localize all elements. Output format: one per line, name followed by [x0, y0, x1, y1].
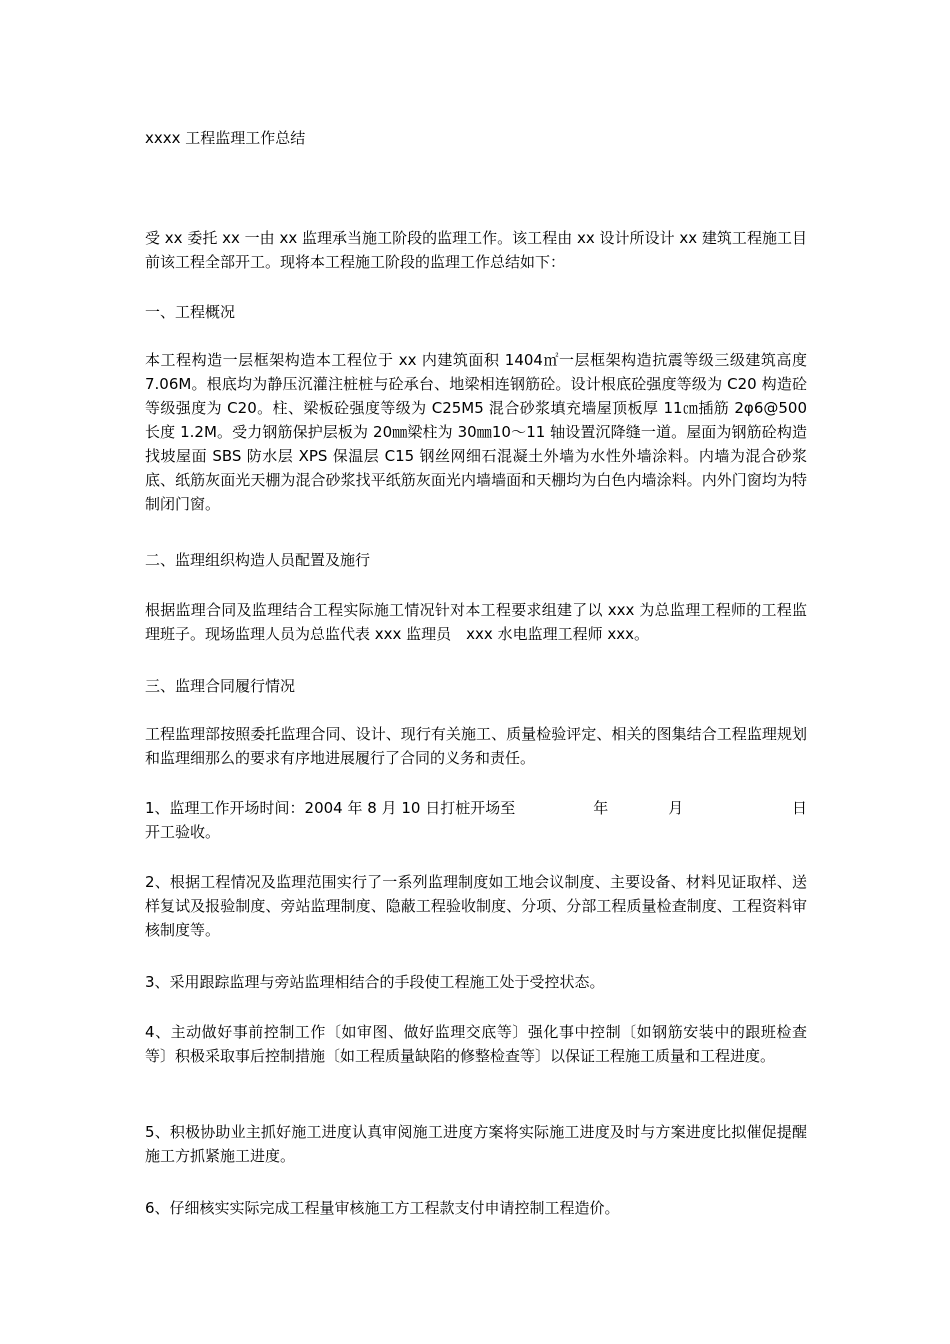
list-item-1 [145, 796, 807, 844]
list-item-1-lead: 1、监理工作开场时间：2004 年 8 月 10 日打桩开场至 [145, 799, 516, 817]
section2-paragraph: 根据监理合同及监理结合工程实际施工情况针对本工程要求组建了以 xxx 为总监理工程师的工程监理班子。现场监理人员为总监代表 xxx 监理员 xxx 水电监理工程师 xxx。 [145, 601, 807, 643]
section1-heading: 一、工程概况 [145, 303, 236, 321]
list-item-4: 4、主动做好事前控制工作〔如审图、做好监理交底等〕强化事中控制〔如钢筋安装中的跟班检查等〕积极采取事后控制措施〔如工程质量缺陷的修整检查等〕以保证工程施工质量和工程进度。 [145, 1023, 807, 1065]
list-item-1-date-row [145, 796, 807, 820]
section1-paragraph: 本工程构造一层框架构造本工程位于 xx 内建筑面积 1404㎡一层框架构造抗震等级三级建筑高度 7.06M。根底均为静压沉灌注桩桩与砼承台、地梁相连钢筋砼。设计根底砼强度等级为 C20 构造砼等级强度为 C20。柱、梁板砼强度等级为 C25M5 混合砂浆填充墙屋顶板厚 11㎝插筋 2φ6@500 长度 1.2M。受力钢筋保护层板为 20㎜梁柱为 30㎜10～11 轴设置沉降缝一道。屋面为钢筋砼构造找坡屋面 SBS 防水层 XPS 保温层 C15 钢丝网细石混凝土外墙为水性外墙涂料。内墙为混合砂浆底、纸筋灰面光天棚为混合砂浆找平纸筋灰面光内墙墙面和天棚均为白色内墙涂料。内外门窗均为特制闭门窗。 [145, 351, 807, 513]
section2-heading: 二、监理组织构造人员配置及施行 [145, 551, 371, 569]
list-item-5: 5、积极协助业主抓好施工进度认真审阅施工进度方案将实际施工进度及时与方案进度比拟催促提醒施工方抓紧施工进度。 [145, 1123, 807, 1165]
list-item-3: 3、采用跟踪监理与旁站监理相结合的手段使工程施工处于受控状态。 [145, 973, 605, 991]
list-item-1-month: 月 [668, 799, 684, 817]
list-item-1-year: 年 [593, 799, 609, 817]
list-item-2: 2、根据工程情况及监理范围实行了一系列监理制度如工地会议制度、主要设备、材料见证取样、送样复试及报验制度、旁站监理制度、隐蔽工程验收制度、分项、分部工程质量检查制度、工程资料审核制度等。 [145, 873, 807, 939]
list-item-6: 6、仔细核实实际完成工程量审核施工方工程款支付申请控制工程造价。 [145, 1199, 620, 1217]
list-item-1-day: 日 [791, 799, 807, 817]
section3-heading: 三、监理合同履行情况 [145, 677, 296, 695]
document-title: xxxx 工程监理工作总结 [145, 129, 306, 147]
list-item-1-tail: 开工验收。 [145, 823, 221, 841]
intro-paragraph: 受 xx 委托 xx 一由 xx 监理承当施工阶段的监理工作。该工程由 xx 设计所设计 xx 建筑工程施工目前该工程全部开工。现将本工程施工阶段的监理工作总结如下： [145, 229, 807, 271]
section3-paragraph: 工程监理部按照委托监理合同、设计、现行有关施工、质量检验评定、相关的图集结合工程监理规划和监理细那么的要求有序地进展履行了合同的义务和责任。 [145, 725, 807, 767]
